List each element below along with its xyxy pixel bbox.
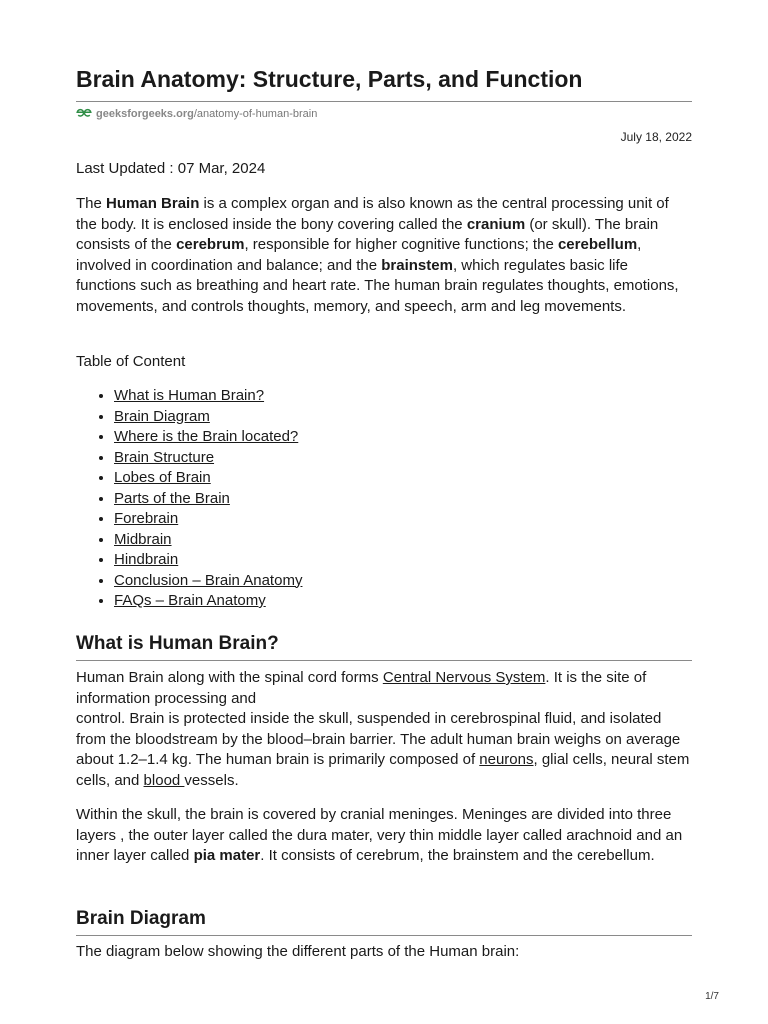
toc-item [114,468,302,489]
toc-link-what-is-human-brain[interactable]: What is Human Brain? [114,387,265,404]
toc-link-conclusion[interactable]: Conclusion – Brain Anatomy [114,571,303,589]
section-heading-brain-diagram: Brain Diagram [76,908,206,929]
section-divider [76,935,692,936]
toc-link-parts-of-brain[interactable]: Parts of the Brain [114,489,230,507]
toc-item [114,571,302,592]
intro-paragraph: The Human Brain is a complex organ and is also known as the central processing unit of the body. It is enclosed inside the bony covering called the cranium (or skull). The brain consists of the cerebrum, responsible for higher cognitive functions; the cerebellum, involved in coordination and balance; and the brainstem, which regulates basic life functions such as breathing and heart rate. The human brain regulates thoughts, emotions, movements, and controls thoughts, memory, and speech, arm and leg movements. [76,195,679,315]
link-neurons[interactable]: neurons [479,751,534,768]
term-brainstem: brainstem [381,256,453,274]
term-human-brain: Human Brain [106,195,200,212]
source-domain: geeksforgeeks.org [96,108,194,120]
toc-link-brain-location[interactable]: Where is the Brain located? [114,428,299,445]
toc-link-forebrain[interactable]: Forebrain [114,510,179,527]
section1-paragraph-2: Within the skull, the brain is covered by cranial meninges. Meninges are divided into three layers , the outer layer called the dura mater, very thin middle layer called arachnoid and an inner layer called pia mater. It consists of cerebrum, the brainstem and the cerebellum. [76,806,683,864]
title-divider [76,101,692,102]
toc-item [114,407,302,428]
toc-link-hindbrain[interactable]: Hindbrain [114,551,179,568]
publish-date: July 18, 2022 [620,130,692,144]
toc-link-faqs[interactable]: FAQs – Brain Anatomy [114,592,266,609]
section1-paragraph-1: Human Brain along with the spinal cord forms Central Nervous System. It is the site of information processing and control. Brain is protected inside the skull, suspended in cerebrospinal fluid, and isolated from the bloodstream by the blood–brain barrier. The adult human brain weighs on average about 1.2–1.4 kg. The human brain is primarily composed of neurons, glial cells, neural stem cells, and blood vessels. [76,669,690,789]
link-blood[interactable]: blood [143,771,185,789]
toc-item [114,530,302,551]
page-title: Brain Anatomy: Structure, Parts, and Function [76,66,583,92]
toc-link-brain-diagram[interactable]: Brain Diagram [114,407,210,425]
toc-item [114,509,302,530]
term-cerebellum: cerebellum [557,236,638,253]
source-path: /anatomy-of-human-brain [193,108,318,120]
toc-item [114,386,302,407]
gfg-logo-icon [76,106,92,122]
toc-link-midbrain[interactable]: Midbrain [114,530,172,548]
toc-item [114,489,302,510]
source-line[interactable] [76,106,317,122]
toc-heading: Table of Content [76,353,186,370]
toc-link-brain-structure[interactable]: Brain Structure [114,448,215,466]
page-number: 1/7 [705,991,719,1002]
toc-item [114,427,302,448]
toc-link-lobes-of-brain[interactable]: Lobes of Brain [114,469,211,486]
term-cerebrum: cerebrum [176,236,245,253]
section-heading-what-is-human-brain: What is Human Brain? [76,633,279,654]
table-of-contents [76,386,302,612]
link-central-nervous-system[interactable]: Central Nervous System [382,669,546,686]
term-cranium: cranium [466,215,526,233]
toc-item [114,550,302,571]
term-pia-mater: pia mater [193,847,261,864]
section-divider [76,660,692,661]
section2-paragraph-1: The diagram below showing the different parts of the Human brain: [76,943,520,960]
last-updated: Last Updated : 07 Mar, 2024 [76,160,266,177]
toc-item [114,448,302,469]
toc-item [114,591,302,612]
